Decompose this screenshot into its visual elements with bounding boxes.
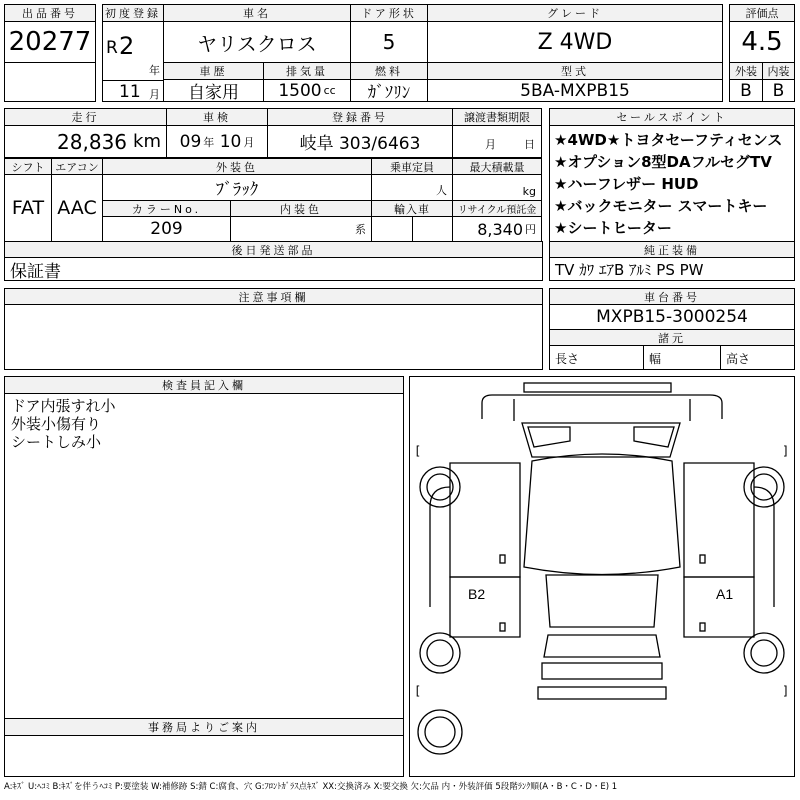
inspector-note: シートしみ小 <box>11 433 102 451</box>
bracket-right: ] <box>782 684 790 698</box>
mileage-value: 28,836 <box>57 129 128 154</box>
shift-value: FAT <box>4 174 52 242</box>
era: R <box>106 38 118 58</box>
office-label: 事務局よりご案内 <box>4 718 404 736</box>
grade-label: グレード <box>427 4 723 22</box>
sales-points <box>549 125 795 242</box>
recycle-label: リサイクル預託金 <box>452 200 542 217</box>
sales-point: ★ハーフレザー HUD <box>554 175 699 193</box>
model-value: 5BA-MXPB15 <box>427 79 723 102</box>
chassis-value: MXPB15-3000254 <box>549 304 795 330</box>
dimensions-label: 諸元 <box>549 329 795 346</box>
capacity-unit: 人 <box>371 174 453 201</box>
caution-label: 注意事項欄 <box>4 288 543 305</box>
ac-label: エアコン <box>51 158 103 175</box>
chassis-label: 車台番号 <box>549 288 795 305</box>
doors-label: ドア形状 <box>350 4 428 22</box>
dimension-height: 高さ <box>720 345 795 370</box>
displacement-value: 1500 <box>278 80 322 101</box>
displacement-unit: cc <box>323 84 336 97</box>
headlights <box>528 427 674 447</box>
sales-point: ★オプション8型DAフルセグTV <box>554 153 772 171</box>
inspection-year-unit: 年 <box>203 135 215 149</box>
trunk <box>544 635 660 657</box>
first-reg-label: 初度登録 <box>102 4 164 22</box>
exterior-grade-label: 外装 <box>729 62 763 80</box>
shift-label: シフト <box>4 158 52 175</box>
reg-month: 11 <box>119 82 141 102</box>
door-handle <box>500 555 505 563</box>
later-parts-label: 後日発送部品 <box>4 241 543 258</box>
right-front-door <box>684 463 754 577</box>
door-handle <box>700 555 705 563</box>
lot-no: 20277 <box>4 21 96 63</box>
rear-bumper <box>538 687 666 699</box>
damage-marker-left: B2 <box>468 586 486 602</box>
displacement-label: 排気量 <box>263 62 351 80</box>
rear-window <box>546 575 658 627</box>
int-color-unit: 系 <box>230 216 372 242</box>
sales-points-label: セールスポイント <box>549 108 795 126</box>
left-front-door <box>450 463 520 577</box>
recycle <box>452 216 542 242</box>
import-label: 輸入車 <box>371 200 453 217</box>
damage-marker-right: A1 <box>716 586 734 602</box>
mileage-unit: km <box>133 131 161 152</box>
car-diagram <box>409 376 795 777</box>
exterior-grade: B <box>729 79 763 102</box>
year-unit: 年 <box>149 64 160 77</box>
mileage-label: 走行 <box>4 108 167 126</box>
doors-value: 5 <box>350 21 428 63</box>
left-sill <box>430 487 450 607</box>
lot-blank <box>4 62 96 102</box>
inspection <box>166 125 268 158</box>
mileage <box>4 125 167 158</box>
sales-point: ★シートヒーター <box>554 219 672 237</box>
inspection-month-unit: 月 <box>243 135 255 149</box>
hood-lines <box>514 399 690 421</box>
score-value: 4.5 <box>729 21 795 63</box>
lot-no-label: 出品番号 <box>4 4 96 22</box>
interior-grade: B <box>762 79 795 102</box>
genuine-equipment-label: 純正装備 <box>549 241 795 258</box>
front-bumper <box>524 383 671 392</box>
month-unit: 月 <box>149 88 160 101</box>
fuel-label: 燃料 <box>350 62 428 80</box>
bracket-left: [ <box>414 444 422 458</box>
roof <box>524 454 680 575</box>
bracket-right: ] <box>782 444 790 458</box>
office-area <box>4 735 404 777</box>
car-name-label: 車名 <box>163 4 351 22</box>
wheel-front-left <box>420 467 460 507</box>
color-no-value: 209 <box>102 216 231 242</box>
dimension-width: 幅 <box>643 345 721 370</box>
inspector-note: 外装小傷有り <box>11 415 102 433</box>
bracket-left: [ <box>414 684 422 698</box>
plate-value: 岐阜 303/6463 <box>267 125 453 158</box>
interior-grade-label: 内装 <box>762 62 795 80</box>
tailgate <box>542 663 662 679</box>
caution-area <box>4 304 543 370</box>
wheel-rear-left <box>420 633 460 673</box>
inspection-year: 09 <box>179 131 202 152</box>
sales-point: ★バックモニター スマートキー <box>554 197 768 215</box>
car-diagram-svg <box>410 377 794 776</box>
color-label: 外装色 <box>102 158 372 175</box>
sales-point: ★4WD★トヨタセーフティセンス <box>554 131 783 149</box>
hood-outline <box>482 395 722 419</box>
door-handle <box>500 623 505 631</box>
capacity-label: 乗車定員 <box>371 158 453 175</box>
inspection-month: 10 <box>219 131 242 152</box>
color-no-label: カラーNo. <box>102 200 231 217</box>
later-parts-value: 保証書 <box>4 257 543 281</box>
legend: A:ｷｽﾞ U:ﾍｺﾐ B:ｷｽﾞを伴うﾍｺﾐ P:要塗装 W:補修跡 S:錆 C:腐食、穴 G:ﾌﾛﾝﾄｶﾞﾗｽ点ｷｽﾞ XX:交換済み X:要交換 欠:欠品 内・外装評価 5段階ﾗﾝｸ順(A・B・C・D・E) 1 <box>4 782 618 792</box>
reg-year: 2 <box>119 32 135 60</box>
inspector-note: ドア内張すれ小 <box>11 397 116 415</box>
displacement <box>263 79 351 102</box>
int-color-label: 内装色 <box>230 200 372 217</box>
import-box-b <box>412 216 453 242</box>
recycle-value: 8,340 <box>477 219 523 239</box>
wheel-rear-right <box>744 633 784 673</box>
fuel-value: ｶﾞｿﾘﾝ <box>350 79 428 102</box>
load-unit: kg <box>452 174 542 201</box>
grade-value: Z 4WD <box>427 21 723 63</box>
history-label: 車歴 <box>163 62 264 80</box>
history-value: 自家用 <box>163 79 264 102</box>
load-label: 最大積載量 <box>452 158 542 175</box>
right-sill <box>754 487 774 607</box>
first-reg-month <box>102 80 164 102</box>
inspection-label: 車検 <box>166 108 268 126</box>
dimension-length: 長さ <box>549 345 644 370</box>
windshield <box>522 423 680 457</box>
transfer-day-unit: 日 <box>524 138 535 151</box>
ac-value: AAC <box>51 174 103 242</box>
transfer-label: 譲渡書類期限 <box>452 108 542 126</box>
score-label: 評価点 <box>729 4 795 22</box>
import-box-a <box>371 216 413 242</box>
genuine-equipment-value: TV ｶﾜ ｴｱB ｱﾙﾐ PS PW <box>549 257 795 281</box>
car-name: ヤリスクロス <box>163 21 351 63</box>
plate-label: 登録番号 <box>267 108 453 126</box>
first-reg-year <box>102 21 164 81</box>
transfer-month-unit: 月 <box>485 138 496 151</box>
recycle-unit: 円 <box>525 223 536 236</box>
transfer-deadline <box>452 125 542 158</box>
inspector-label: 検査員記入欄 <box>4 376 404 394</box>
door-handle <box>700 623 705 631</box>
inspector-notes <box>4 393 404 719</box>
model-label: 型式 <box>427 62 723 80</box>
wheel-front-right <box>744 467 784 507</box>
color-value: ﾌﾞﾗｯｸ <box>102 174 372 201</box>
